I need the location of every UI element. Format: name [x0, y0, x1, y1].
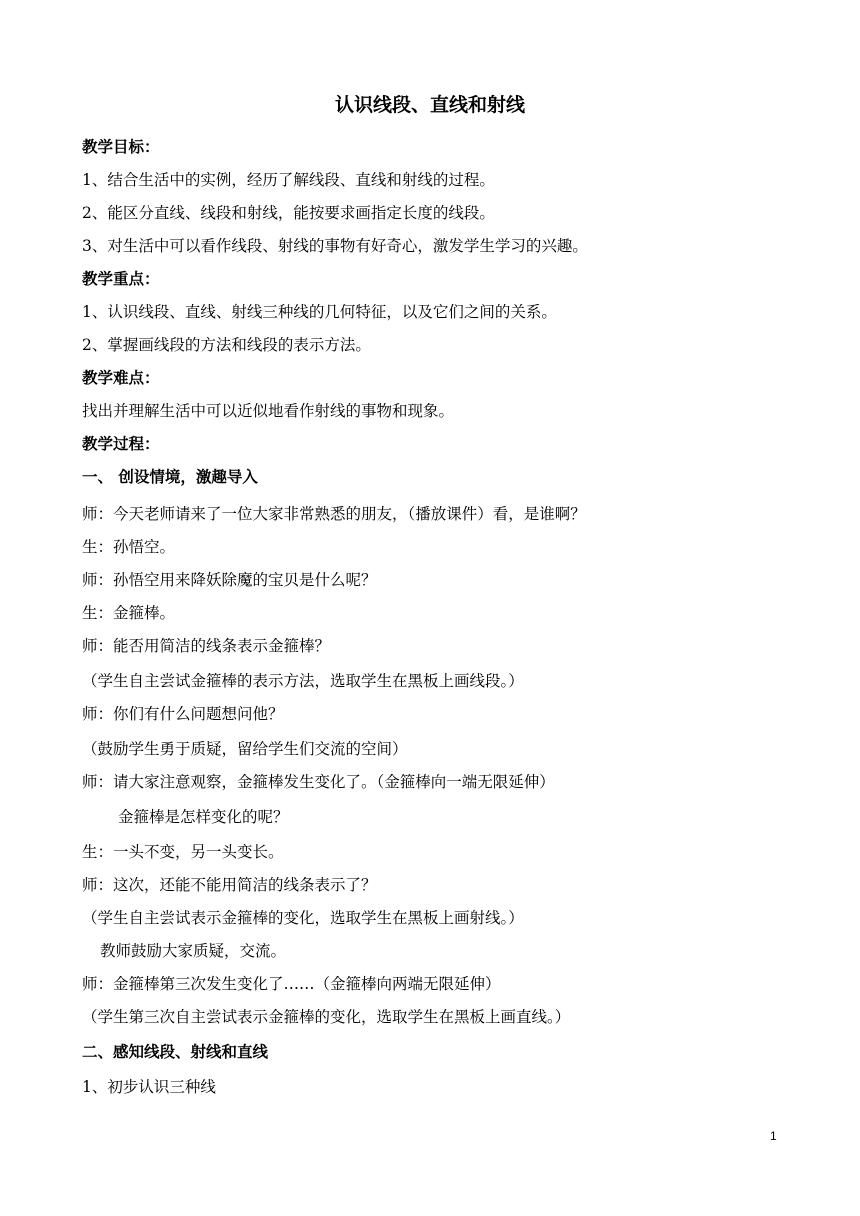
section-heading: 二、感知线段、射线和直线 [82, 1043, 269, 1061]
text-line: 教师鼓励大家质疑，交流。 [100, 942, 287, 960]
text-line: 2、能区分直线、线段和射线，能按要求画指定长度的线段。 [82, 204, 495, 222]
text-line: （学生自主尝试金箍棒的表示方法，选取学生在黑板上画线段。） [82, 672, 524, 690]
text-line: 金箍棒是怎样变化的呢？ [118, 808, 289, 826]
text-line: 生：孙悟空。 [82, 538, 176, 556]
text-line: 师：这次，还能不能用简洁的线条表示了？ [82, 876, 377, 894]
section-heading: 教学过程： [82, 435, 160, 453]
text-line: 生：金箍棒。 [82, 604, 176, 622]
text-line: 师：孙悟空用来降妖除魔的宝贝是什么呢？ [82, 571, 377, 589]
text-line: 师：金箍棒第三次发生变化了……（金箍棒向两端无限延伸） [82, 975, 501, 993]
text-line: 师：今天老师请来了一位大家非常熟悉的朋友，（播放课件）看，是谁啊？ [82, 505, 586, 523]
section-heading: 教学难点： [82, 369, 160, 387]
text-line: （鼓励学生勇于质疑，留给学生们交流的空间） [82, 740, 408, 758]
page-number: 1 [770, 1129, 777, 1143]
text-line: （学生自主尝试表示金箍棒的变化，选取学生在黑板上画射线。） [82, 909, 524, 927]
text-line: 生：一头不变，另一头变长。 [82, 843, 284, 861]
text-line: 师：能否用简洁的线条表示金箍棒？ [82, 637, 331, 655]
section-heading: 教学重点： [82, 270, 160, 288]
text-line: 1、认识线段、直线、射线三种线的几何特征，以及它们之间的关系。 [82, 303, 557, 321]
document-title: 认识线段、直线和射线 [334, 94, 525, 116]
text-line: 1、初步认识三种线 [82, 1078, 216, 1096]
section-heading: 教学目标： [82, 138, 160, 156]
text-line: 找出并理解生活中可以近似地看作射线的事物和现象。 [82, 402, 455, 420]
text-line: 师：请大家注意观察，金箍棒发生变化了。（金箍棒向一端无限延伸） [82, 773, 555, 791]
text-line: 2、掌握画线段的方法和线段的表示方法。 [82, 336, 371, 354]
text-line: 1、结合生活中的实例，经历了解线段、直线和射线的过程。 [82, 171, 495, 189]
text-line: 3、对生活中可以看作线段、射线的事物有好奇心，激发学生学习的兴趣。 [82, 237, 588, 255]
text-line: 师：你们有什么问题想问他？ [82, 705, 284, 723]
section-heading: 一、 创设情境，激趣导入 [82, 468, 258, 486]
text-line: （学生第三次自主尝试表示金箍棒的变化，选取学生在黑板上画直线。） [82, 1008, 571, 1026]
